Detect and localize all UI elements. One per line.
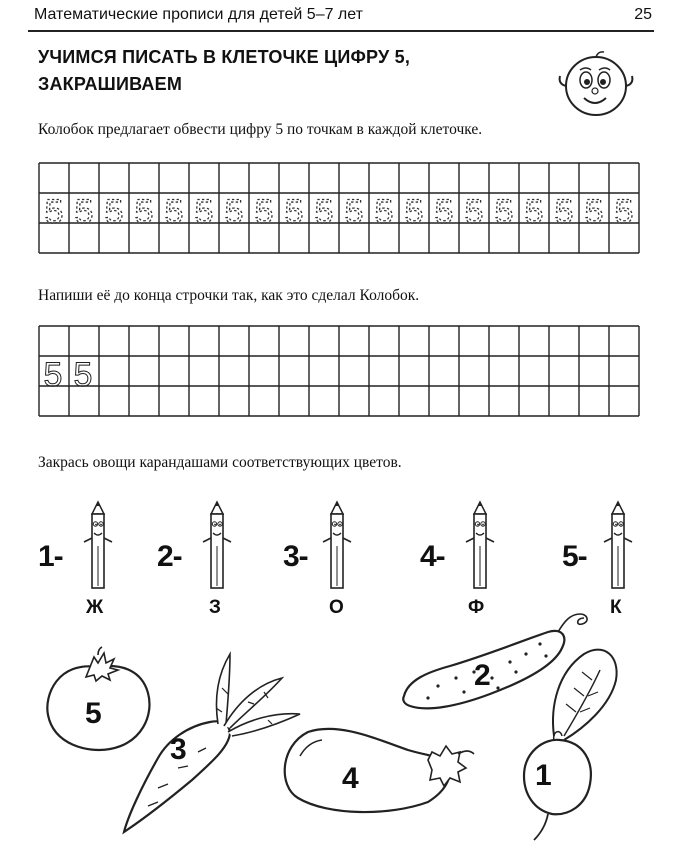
section-title-line1: УЧИМСЯ ПИСАТЬ В КЛЕТОЧКЕ ЦИФРУ 5,: [38, 47, 411, 67]
legend-number: 5-: [562, 540, 587, 573]
legend-number: 1-: [38, 540, 63, 573]
section-title-line2: ЗАКРАШИВАЕМ: [38, 74, 183, 94]
trace-digit: 5: [44, 193, 64, 231]
trace-digit: 5: [134, 193, 154, 231]
trace-digit: 5: [374, 193, 394, 231]
legend-number: 4-: [420, 540, 445, 573]
vegetable-number: 3: [170, 733, 187, 766]
legend-number: 3-: [283, 540, 308, 573]
pencil-icon: [80, 500, 116, 592]
trace-digit: 5: [494, 193, 514, 231]
legend-number: 2-: [157, 540, 182, 573]
write-grid[interactable]: [38, 325, 640, 417]
pencil-icon: [462, 500, 498, 592]
trace-grid[interactable]: [38, 162, 640, 254]
trace-digit: 5: [464, 193, 484, 231]
trace-digit: 5: [284, 193, 304, 231]
eggplant-icon: [278, 716, 478, 816]
legend-letter: Ф: [468, 597, 485, 618]
vegetable-number: 1: [535, 759, 552, 792]
trace-digit: 5: [254, 193, 274, 231]
vegetable-number: 5: [85, 697, 102, 730]
legend-item-3: [283, 500, 393, 620]
section-title: [38, 44, 508, 98]
legend-item-5: [562, 500, 652, 620]
pencil-icon: [199, 500, 235, 592]
trace-digit: 5: [584, 193, 604, 231]
legend-letter: О: [329, 597, 344, 618]
pencil-icon: [600, 500, 636, 592]
pencil-icon: [319, 500, 355, 592]
legend-item-1: [38, 500, 148, 620]
trace-instruction: Колобок предлагает обвести цифру 5 по точкам в каждой клеточке.: [38, 121, 483, 138]
legend-item-2: [157, 500, 267, 620]
legend-letter: К: [610, 597, 622, 618]
page-number: 25: [634, 6, 652, 23]
trace-digit: 5: [554, 193, 574, 231]
trace-digit: 5: [434, 193, 454, 231]
vegetable-number: 4: [342, 762, 359, 795]
radish-icon: [504, 636, 624, 842]
sample-digit: 5: [43, 356, 63, 394]
trace-digit: 5: [614, 193, 634, 231]
trace-digit: 5: [104, 193, 124, 231]
page-header: [28, 0, 654, 32]
trace-digit: 5: [344, 193, 364, 231]
kolobok-mascot-icon: [552, 50, 636, 120]
write-instruction: Напиши её до конца строчки так, как это сделал Колобок.: [38, 287, 420, 304]
trace-digit: 5: [224, 193, 244, 231]
legend-item-4: [420, 500, 530, 620]
header-title: Математические прописи для детей 5–7 лет: [34, 6, 363, 23]
trace-digit: 5: [314, 193, 334, 231]
legend-letter: З: [209, 597, 221, 618]
trace-digit: 5: [164, 193, 184, 231]
sample-digit: 5: [73, 356, 93, 394]
vegetable-number: 2: [474, 659, 491, 692]
trace-digit: 5: [74, 193, 94, 231]
color-instruction: Закрась овощи карандашами соответствующих цветов.: [38, 454, 402, 471]
trace-digit: 5: [524, 193, 544, 231]
legend-letter: Ж: [86, 597, 104, 618]
carrot-icon: [118, 648, 304, 838]
trace-digit: 5: [194, 193, 214, 231]
trace-digit: 5: [404, 193, 424, 231]
